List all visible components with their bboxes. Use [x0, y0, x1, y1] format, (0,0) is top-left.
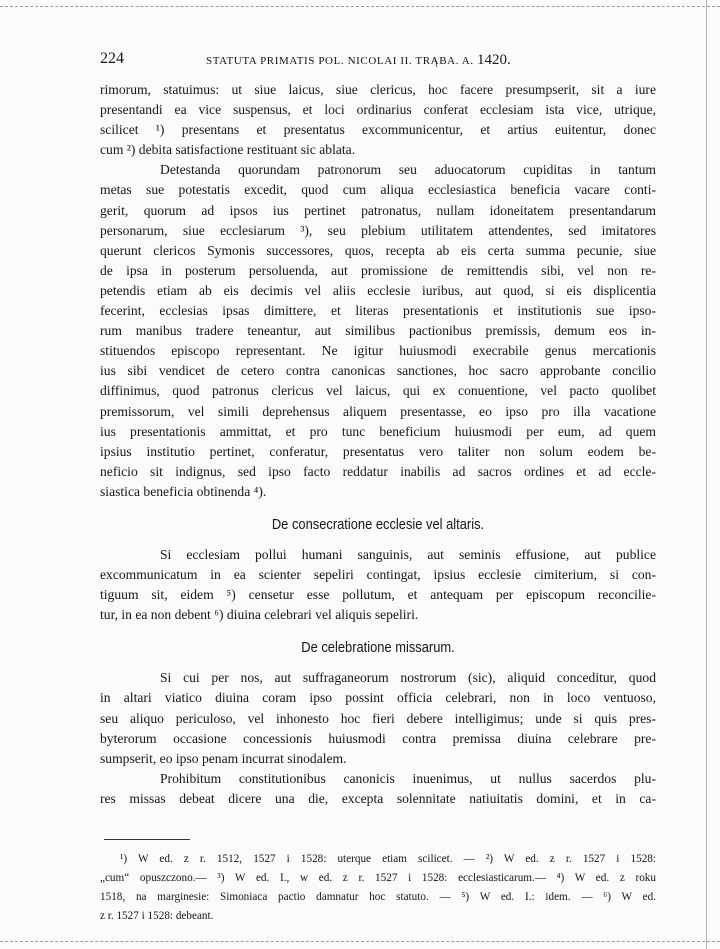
text-line: querunt clericos Symonis successores, quos, recepta ab eis certa summa pecunie, siue — [100, 242, 656, 258]
text-line: metas sue potestatis excedit, quod cum aliqua ecclesiastica beneficia vacare conti- — [100, 182, 656, 198]
paragraph-1 — [100, 80, 656, 160]
text-line: Prohibitum constitutionibus canonicis inuenimus, ut nullus sacerdos plu- — [160, 770, 656, 786]
running-title-text: STATUTA PRIMATIS POL. NICOLAI II. TRĄBA. A. — [206, 55, 474, 67]
text-line: ipsius institutio pertinet, conferatur, presentatus vero taliter non solum eodem be- — [100, 443, 656, 459]
paragraph-4 — [100, 668, 656, 768]
running-title-year: 1420. — [477, 52, 511, 68]
footnote-line: z r. 1527 i 1528: debeant. — [100, 910, 214, 922]
running-title — [206, 52, 511, 69]
body-text — [100, 80, 656, 809]
footnote-line: 1518, na marginesie: Simoniaca pactio damnatur hoc statuto. — ⁵) W ed. I.: idem. — ⁶) W ed. — [100, 891, 656, 903]
text-line: rimorum, statuimus: ut siue laicus, siue clericus, hoc facere presumpserit, sit a iure — [100, 82, 656, 97]
footnote-line: „cum“ opuszczono.— ³) W ed. I., w ed. z r. 1527 i 1528: ecclesiasticarum.— ⁴) W ed. z roku — [100, 872, 656, 884]
paragraph-2 — [100, 160, 656, 502]
text-line: fecerint, ecclesias ipsas dimittere, et literas presentationis et institutionis sue ipso- — [100, 303, 656, 319]
scan-edge-top — [0, 6, 720, 7]
paragraph-5 — [100, 769, 656, 809]
text-line: ius presentationis ammittat, et pro tunc beneficium huiusmodi per eum, ad quem — [100, 423, 656, 439]
section-heading-celebratione: De celebratione missarum. — [301, 639, 455, 657]
text-line: tur, in ea non debent ⁶) diuina celebrari vel aliquis sepeliri. — [100, 607, 419, 623]
running-head — [100, 50, 656, 74]
text-line: rum manibus tradere teneantur, aut similibus pactionibus premissis, demum eos in- — [100, 323, 656, 339]
text-line: in altari viatico diuina coram ipso possint officia celebrari, non in loco ventuoso, — [100, 690, 656, 706]
text-line: presentandi ea vice suspensus, et loci ordinarius conferat ecclesiam ista vice, utrique, — [100, 102, 656, 118]
scan-edge-right — [706, 0, 707, 949]
scan-edge-bottom — [0, 941, 720, 942]
footnotes — [100, 850, 656, 926]
text-line: diffinimus, quod patronus clericus vel laicus, qui ex conuentione, vel pacto quolibet — [100, 383, 656, 399]
text-line: petendis etiam ab eis decimis vel aliis ecclesie iuribus, aut quod, si eis displicentia — [100, 282, 656, 298]
text-line: byterorum occasione concessionis huiusmodi contra premissa diuina celebrare pre- — [100, 730, 656, 746]
text-line: Si cui per nos, aut suffraganeorum nostrorum (sic), aliquid conceditur, quod — [160, 670, 656, 686]
page-number: 224 — [100, 50, 124, 67]
text-line: Detestanda quorundam patronorum seu aduocatorum cupiditas in tantum — [160, 162, 656, 178]
footnote-line: ¹) W ed. z r. 1512, 1527 i 1528: uterque etiam scilicet. — ²) W ed. z r. 1527 i 1528: — [120, 853, 656, 865]
text-line: stituendos episcopo representant. Ne igitur huiusmodi execrabile genus mercationis — [100, 343, 656, 359]
text-line: personarum, siue ecclesiarum ³), seu plebium utilitatem attendentes, sed imitatores — [100, 222, 656, 238]
paragraph-3 — [100, 545, 656, 625]
text-line: siastica beneficia obtinenda ⁴). — [100, 483, 267, 499]
page — [100, 50, 656, 926]
text-line: res missas debeat dicere una die, excepta solennitate natiuitatis domini, et in ca- — [100, 790, 656, 806]
text-line: seu aliquo periculoso, vel inhonesto hoc fieri debere intelligimus; unde si quis pres- — [100, 710, 656, 726]
text-line: neficio sit indignus, sed ipso facto reddatur inabilis ad sacros ordines et ad eccle- — [100, 463, 656, 479]
text-line: Si ecclesiam pollui humani sanguinis, aut seminis effusione, aut publice — [160, 546, 656, 562]
text-line: scilicet ¹) presentans et presentatus excommunicentur, et artius euitentur, donec — [100, 122, 656, 138]
text-line: cum ²) debita satisfactione restituant sic ablata. — [100, 142, 356, 158]
text-line: tiguum sit, eidem ⁵) censetur esse pollutum, et antequam per episcopum reconcilie- — [100, 587, 656, 603]
text-line: ius sibi vendicet de cetero contra canonicas sanctiones, hoc sacro approbante concilio — [100, 363, 656, 379]
text-line: premissorum, vel simili deprehensus aliquem presentasse, eo ipso pro illa vacatione — [100, 403, 656, 419]
text-line: excommunicatum in ea scienter sepeliri contingat, ipsius ecclesie cimiterium, si con- — [100, 567, 656, 583]
footnote-rule — [104, 839, 190, 840]
text-line: gerit, quorum ad ipsos ius pertinet patronatus, nullam idoneitatem presentandarum — [100, 202, 656, 218]
text-line: sumpserit, eo ipso penam incurrat sinodalem. — [100, 750, 347, 766]
section-heading-consecratione: De consecratione ecclesie vel altaris. — [271, 515, 485, 533]
text-line: de ipsa in posterum persoluenda, aut promissione de remittendis sibi, vel non re- — [100, 262, 656, 278]
